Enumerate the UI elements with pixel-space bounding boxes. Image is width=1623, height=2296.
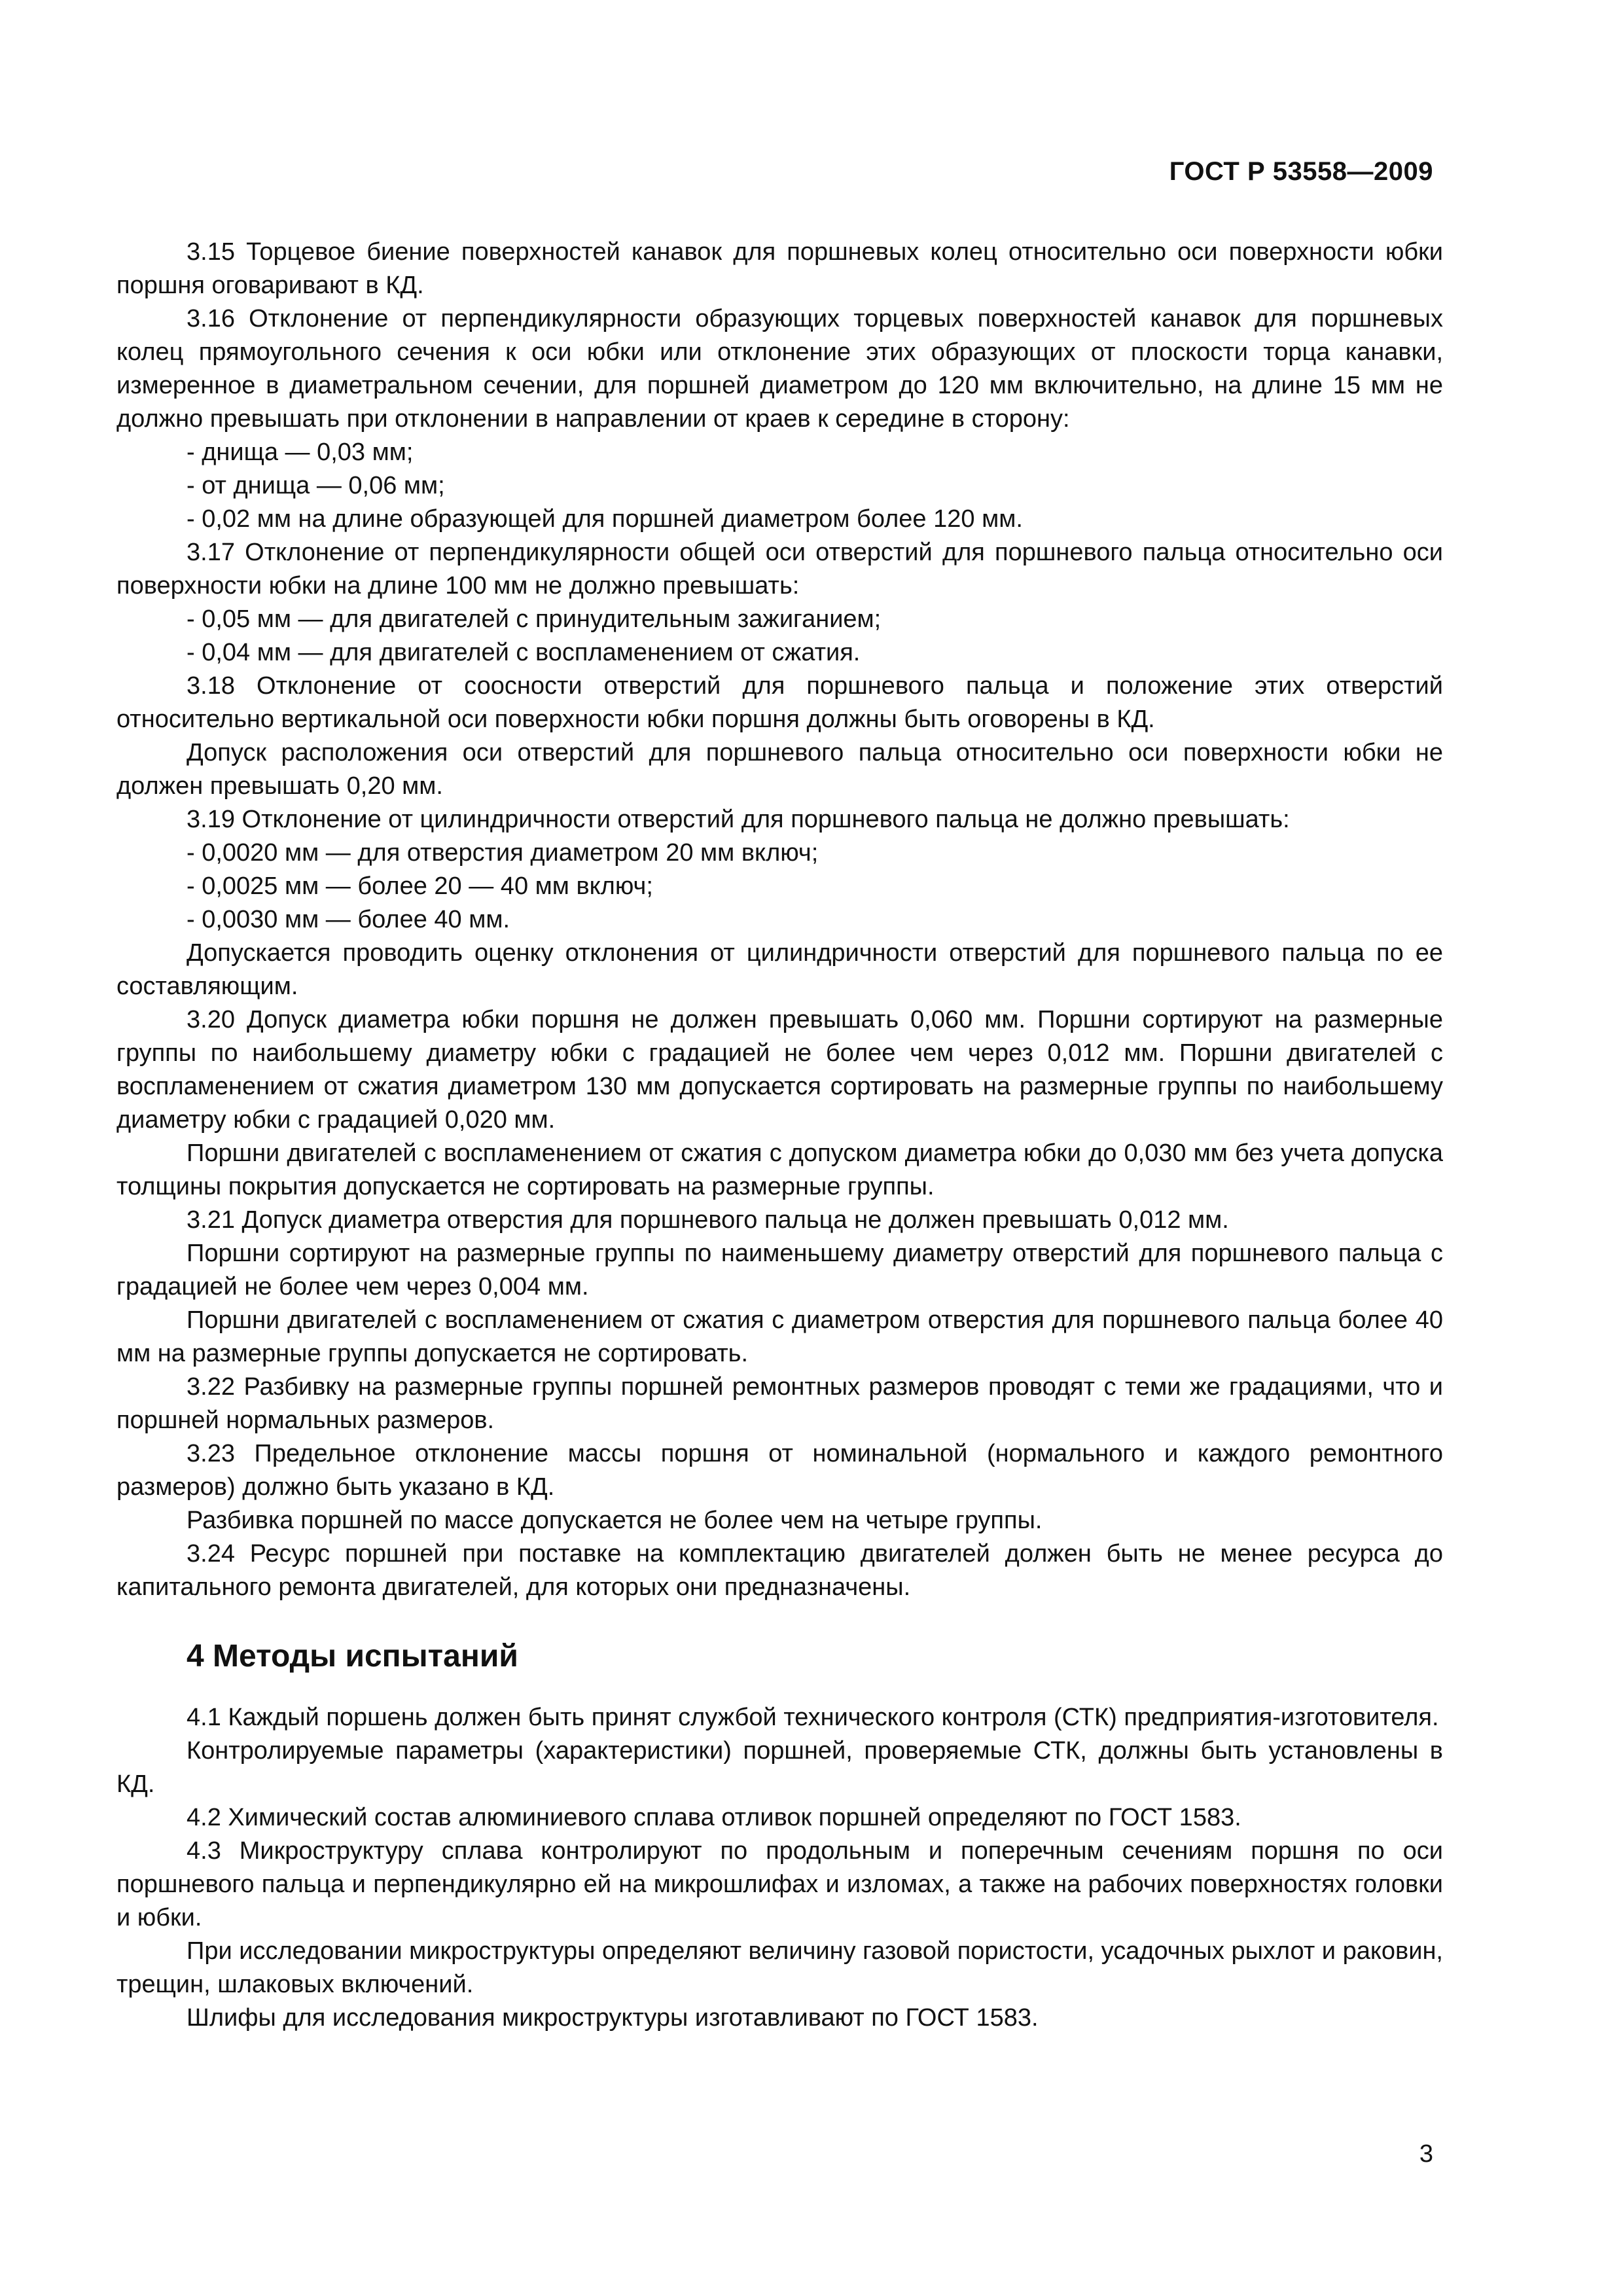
document-header: ГОСТ Р 53558—2009 [1169, 157, 1433, 186]
list-item: - 0,05 мм — для двигателей с принудительным зажиганием; [187, 605, 882, 633]
list-item: - 0,0020 мм — для отверстия диаметром 20 мм включ; [187, 839, 819, 867]
paragraph: При исследовании микроструктуры определяют величину газовой пористости, усадочных рыхлот и раковин, трещин, шлаковых включений. [116, 1937, 1443, 1998]
paragraph: Поршни двигателей с воспламенением от сжатия с допуском диаметра юбки до 0,030 мм без учета допуска толщины покрытия допускается не сортировать на размерные группы. [116, 1139, 1443, 1200]
section-heading: 4 Методы испытаний [187, 1639, 518, 1674]
list-item: - днища — 0,03 мм; [187, 439, 414, 466]
paragraph: 3.21 Допуск диаметра отверстия для поршневого пальца не должен превышать 0,012 мм. [187, 1206, 1229, 1234]
paragraph: 3.20 Допуск диаметра юбки поршня не должен превышать 0,060 мм. Поршни сортируют на размерные группы по наибольшему диаметру юбки с градацией не более чем через 0,012 мм. Поршни двигателей с воспламенением от сжатия диаметром 130 мм допускается сортировать на размерные группы по наибольшему диаметру юбки с градацией 0,020 мм. [116, 1006, 1443, 1134]
list-item: - 0,02 мм на длине образующей для поршней диаметром более 120 мм. [187, 505, 1023, 533]
paragraph: 3.18 Отклонение от соосности отверстий для поршневого пальца и положение этих отверстий относительно вертикальной оси поверхности юбки поршня должны быть оговорены в КД. [116, 672, 1443, 733]
clauses-section-4 [116, 1701, 1443, 2035]
paragraph: 4.3 Микроструктуру сплава контролируют по продольным и поперечным сечениям поршня по оси поршневого пальца и перпендикулярно ей на микрошлифах и изломах, а также на рабочих поверхностях головки и юбки. [116, 1837, 1443, 1931]
paragraph: 3.16 Отклонение от перпендикулярности образующих торцевых поверхностей канавок для поршневых колец прямоугольного сечения к оси юбки или отклонение этих образующих от плоскости торца канавки, измеренное в диаметральном сечении, для поршней диаметром до 120 мм включительно, на длине 15 мм не должно превышать при отклонении в направлении от краев к середине в сторону: [116, 305, 1443, 433]
paragraph: 3.24 Ресурс поршней при поставке на комплектацию двигателей должен быть не менее ресурса до капитального ремонта двигателей, для которых они предназначены. [116, 1540, 1443, 1601]
paragraph: 3.23 Предельное отклонение массы поршня от номинальной (нормального и каждого ремонтного размеров) должно быть указано в КД. [116, 1440, 1443, 1501]
paragraph: 3.17 Отклонение от перпендикулярности общей оси отверстий для поршневого пальца относительно оси поверхности юбки на длине 100 мм не должно превышать: [116, 539, 1443, 600]
list-item: - 0,0025 мм — более 20 — 40 мм включ; [187, 872, 653, 900]
paragraph: Поршни двигателей с воспламенением от сжатия с диаметром отверстия для поршневого пальца более 40 мм на размерные группы допускается не сортировать. [116, 1306, 1443, 1367]
paragraph: 3.15 Торцевое биение поверхностей канавок для поршневых колец относительно оси поверхности юбки поршня оговаривают в КД. [116, 238, 1443, 299]
document-body [116, 236, 1443, 2035]
paragraph: 3.19 Отклонение от цилиндричности отверстий для поршневого пальца не должно превышать: [187, 806, 1290, 833]
paragraph: Шлифы для исследования микроструктуры изготавливают по ГОСТ 1583. [187, 2004, 1039, 2032]
list-item: - 0,0030 мм — более 40 мм. [187, 906, 510, 933]
paragraph: 4.1 Каждый поршень должен быть принят службой технического контроля (СТК) предприятия-изготовителя. [187, 1704, 1439, 1731]
paragraph: Допуск расположения оси отверстий для поршневого пальца относительно оси поверхности юбки не должен превышать 0,20 мм. [116, 739, 1443, 800]
paragraph: Контролируемые параметры (характеристики) поршней, проверяемые СТК, должны быть установлены в КД. [116, 1737, 1443, 1798]
paragraph: Допускается проводить оценку отклонения от цилиндричности отверстий для поршневого пальца по ее составляющим. [116, 939, 1443, 1000]
paragraph: 3.22 Разбивку на размерные группы поршней ремонтных размеров проводят с теми же градациями, что и поршней нормальных размеров. [116, 1373, 1443, 1434]
clauses-section-3 [116, 236, 1443, 1604]
list-item: - от днища — 0,06 мм; [187, 472, 445, 499]
paragraph: Разбивка поршней по массе допускается не более чем на четыре группы. [187, 1507, 1043, 1534]
paragraph: Поршни сортируют на размерные группы по наименьшему диаметру отверстий для поршневого пальца с градацией не более чем через 0,004 мм. [116, 1240, 1443, 1300]
page-number: 3 [1419, 2140, 1433, 2168]
paragraph: 4.2 Химический состав алюминиевого сплава отливок поршней определяют по ГОСТ 1583. [187, 1804, 1241, 1831]
list-item: - 0,04 мм — для двигателей с воспламенением от сжатия. [187, 639, 861, 666]
